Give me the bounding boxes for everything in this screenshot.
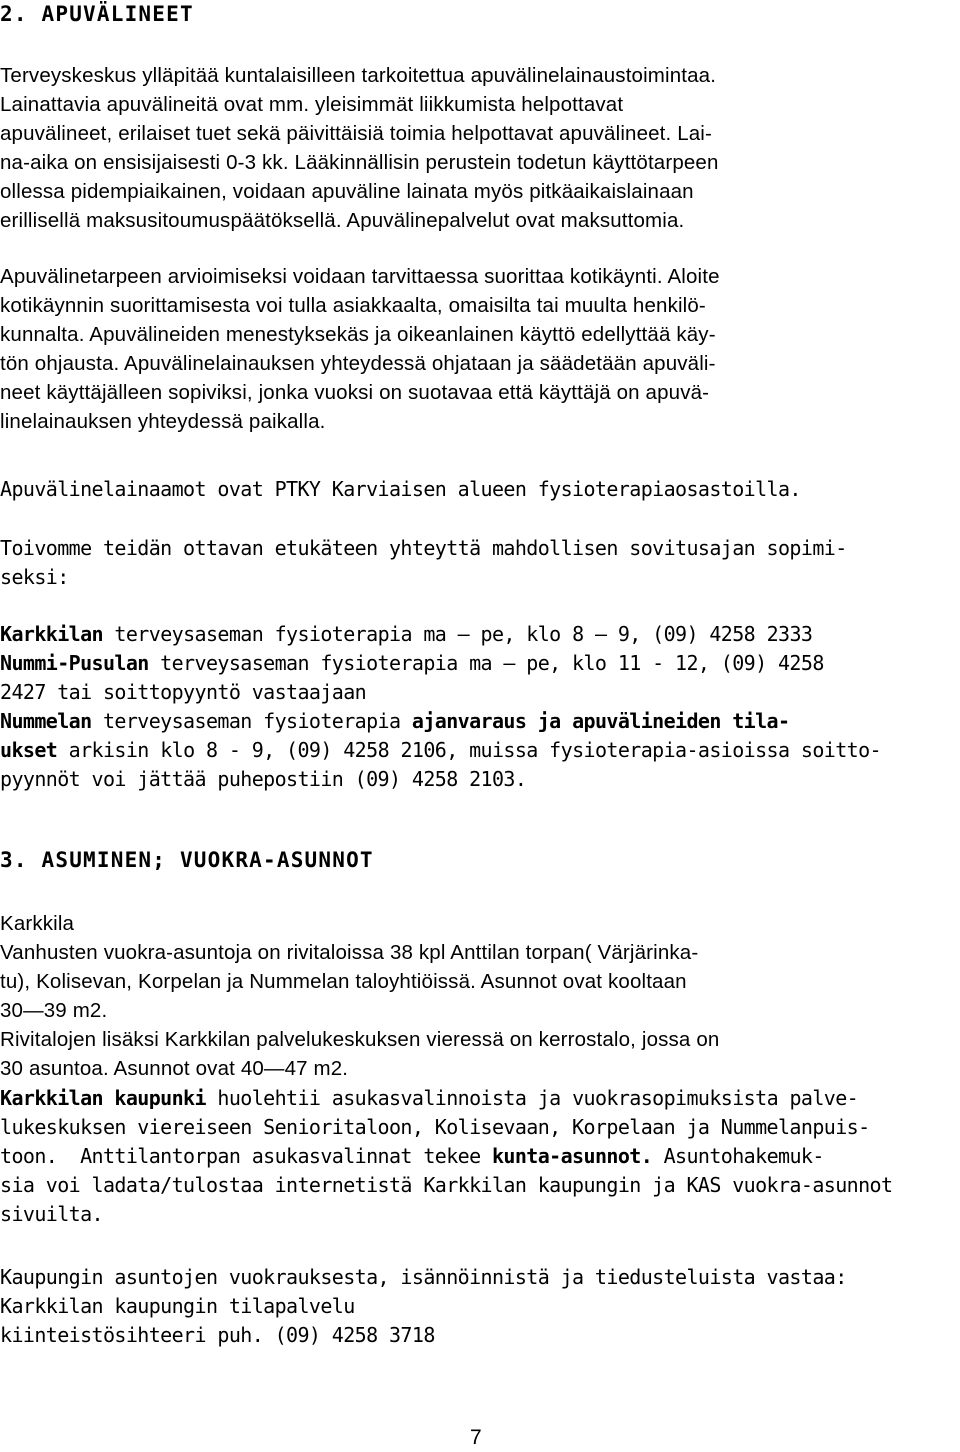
text-line: sivuilta. (0, 1202, 103, 1226)
text-line: ollessa pidempiaikainen, voidaan apuväline lainata myös pitkäaikaislainaan (0, 180, 694, 203)
emphasis: kunta-asunnot. (491, 1144, 653, 1168)
contact-name: Nummi-Pusulan (0, 651, 149, 675)
text-line (0, 1084, 858, 1112)
text-line: apuvälineet, erilaiset tuet sekä päivittäisiä toimia helpottavat apuvälineet. Lai- (0, 122, 712, 145)
text-line: tu), Kolisevan, Korpelan ja Nummelan taloyhtiöissä. Asunnot ovat kooltaan (0, 970, 687, 993)
text-line: Kaupungin asuntojen vuokrauksesta, isännöinnistä ja tiedusteluista vastaa: (0, 1265, 847, 1289)
contact-details: arkisin klo 8 - 9, (09) 4258 2106, muissa fysioterapia-asioissa soitto- (57, 738, 881, 762)
text: toon. Anttilantorpan asukasvalinnat tekee (0, 1144, 492, 1168)
text-line: linelainauksen yhteydessä paikalla. (0, 410, 326, 433)
text-line: lukeskuksen viereiseen Senioritaloon, Kolisevaan, Korpelaan ja Nummelanpuis- (0, 1115, 870, 1139)
subheading-karkkila: Karkkila (0, 912, 75, 935)
section-heading-asuminen: 3. ASUMINEN; VUOKRA-ASUNNOT (0, 848, 374, 872)
text-line: kunnalta. Apuvälineiden menestyksekäs ja oikeanlainen käyttö edellyttää käy- (0, 323, 716, 346)
section-heading-apuvalineet: 2. APUVÄLINEET (0, 2, 194, 26)
text: huolehtii asukasvalinnoista ja vuokrasopimuksista palve- (205, 1086, 859, 1110)
contact-nummela-continued (0, 736, 881, 764)
contact-nummi-pusula-continued: 2427 tai soittopyyntö vastaajaan (0, 680, 367, 704)
text-line: kiinteistösihteeri puh. (09) 4258 3718 (0, 1323, 435, 1347)
text-line: na-aika on ensisijaisesti 0-3 kk. Lääkinnällisin perustein todetun käyttötarpeen (0, 151, 719, 174)
text-line: sia voi ladata/tulostaa internetistä Karkkilan kaupungin ja KAS vuokra-asunnot (0, 1173, 893, 1197)
text-line: kotikäynnin suorittamisesta voi tulla asiakkaalta, omaisilta tai muulta henkilö- (0, 294, 706, 317)
text-line: erillisellä maksusitoumuspäätöksellä. Apuvälinepalvelut ovat maksuttomia. (0, 209, 685, 232)
text-line (0, 1142, 824, 1170)
text-line: 30—39 m2. (0, 999, 108, 1022)
text-line: neet käyttäjälleen sopiviksi, jonka vuoksi on suotavaa että käyttäjä on apuvä- (0, 381, 710, 404)
text-line: Rivitalojen lisäksi Karkkilan palvelukeskuksen vieressä on kerrostalo, jossa on (0, 1028, 720, 1051)
contact-details: terveysaseman fysioterapia (91, 709, 412, 733)
contact-emphasis: ajanvaraus ja apuvälineiden tila- (411, 709, 790, 733)
text: Asuntohakemuk- (652, 1144, 824, 1168)
text-line: 30 asuntoa. Asunnot ovat 40—47 m2. (0, 1057, 349, 1080)
emphasis: Karkkilan kaupunki (0, 1086, 206, 1110)
contact-emphasis: ukset (0, 738, 58, 762)
contact-details: terveysaseman fysioterapia ma — pe, klo 11 - 12, (09) 4258 (148, 651, 824, 675)
contact-nummela-continued: pyynnöt voi jättää puhepostiin (09) 4258 2103. (0, 767, 527, 791)
text-line: tön ohjausta. Apuvälinelainauksen yhteydessä ohjataan ja säädetään apuväli- (0, 352, 716, 375)
text-line: seksi: (0, 565, 69, 589)
text-line: Karkkilan kaupungin tilapalvelu (0, 1294, 355, 1318)
contact-karkkila (0, 620, 812, 648)
contact-name: Nummelan (0, 709, 92, 733)
page-number: 7 (470, 1426, 482, 1449)
contact-nummela (0, 707, 789, 735)
paragraph-lending-locations: Apuvälinelainaamot ovat PTKY Karviaisen alueen fysioterapiaosastoilla. (0, 477, 801, 501)
text-line: Lainattavia apuvälineitä ovat mm. yleisimmät liikkumista helpottavat (0, 93, 624, 116)
text-line: Terveyskeskus ylläpitää kuntalaisilleen tarkoitettua apuvälinelainaustoimintaa. (0, 64, 717, 87)
contact-nummi-pusula (0, 649, 824, 677)
text-line: Toivomme teidän ottavan etukäteen yhteyttä mahdollisen sovitusajan sopimi- (0, 536, 847, 560)
contact-details: terveysaseman fysioterapia ma — pe, klo 8 — 9, (09) 4258 2333 (102, 622, 813, 646)
text-line: Apuvälinetarpeen arvioimiseksi voidaan tarvittaessa suorittaa kotikäynti. Aloite (0, 265, 720, 288)
contact-name: Karkkilan (0, 622, 103, 646)
text-line: Vanhusten vuokra-asuntoja on rivitaloissa 38 kpl Anttilan torpan( Värjärinka- (0, 941, 699, 964)
